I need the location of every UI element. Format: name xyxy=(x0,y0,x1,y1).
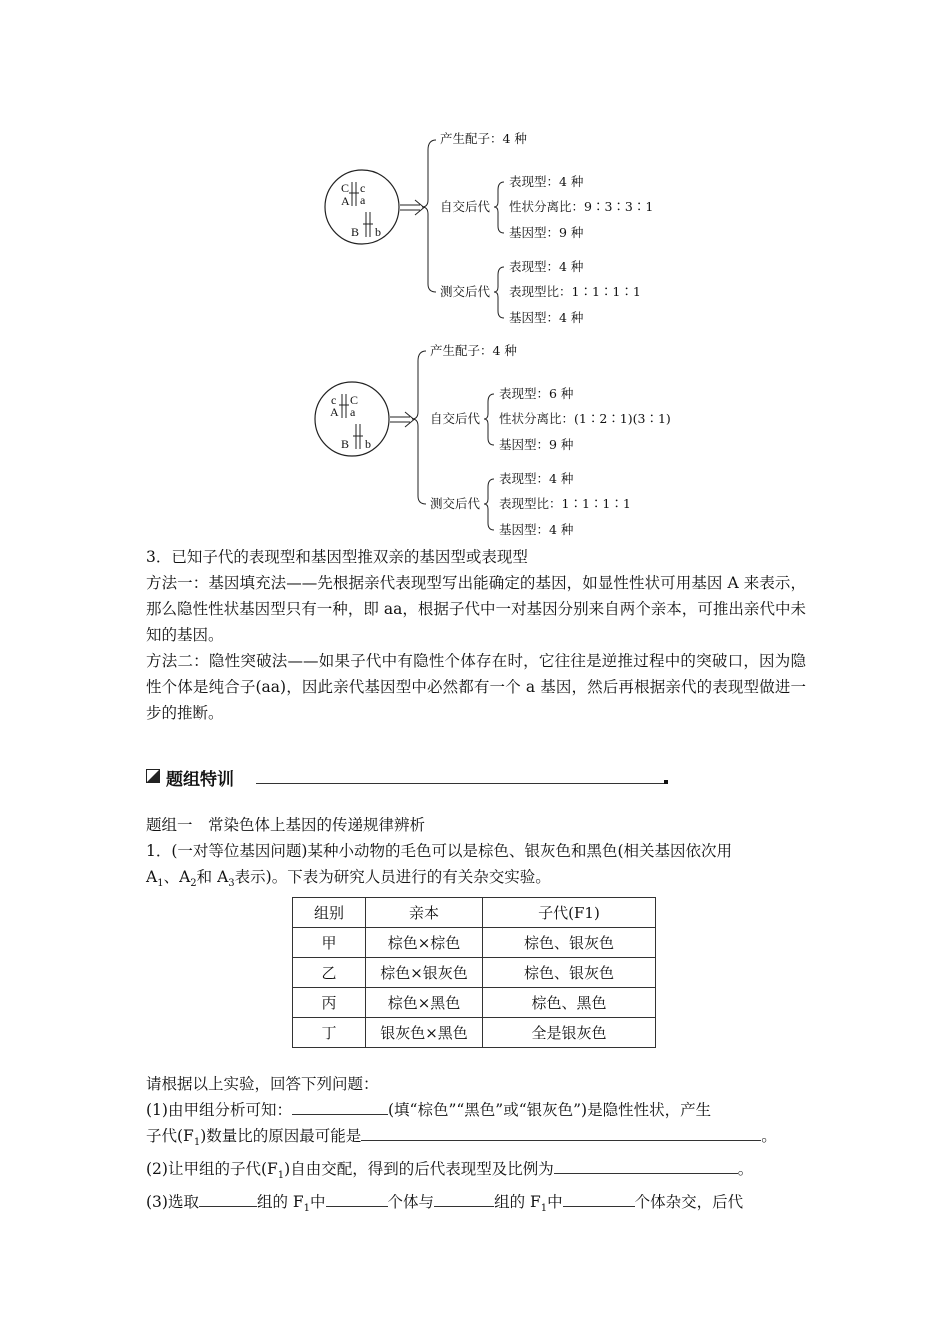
selfing-brace xyxy=(484,394,494,445)
answer-blank[interactable] xyxy=(326,1190,388,1207)
question-text: 中 xyxy=(310,1193,326,1212)
allele-label: a xyxy=(350,405,356,419)
heading-end-dot xyxy=(664,780,668,784)
question-text: )自由交配，得到的后代表现型及比例为 xyxy=(284,1160,554,1179)
test-genotype-label: 基因型：4 种 xyxy=(509,310,584,325)
allele-label: c xyxy=(331,393,337,407)
question-text: 子代(F xyxy=(146,1127,194,1145)
allele-label: b xyxy=(375,225,381,239)
gene-symbol: 和 A xyxy=(196,868,229,886)
subscript: 1 xyxy=(303,1203,311,1215)
question-1-line-1: 1．(一对等位基因问题)某种小动物的毛色可以是棕色、银灰色和黑色(相关基因依次用 xyxy=(146,842,733,860)
section-3 xyxy=(146,544,806,726)
heading-title: 题组特训 xyxy=(166,770,234,790)
subscript: 1 xyxy=(193,1137,201,1149)
question-text: 个体与 xyxy=(387,1193,435,1212)
self-ratio-label: 性状分离比：9∶3∶3∶1 xyxy=(509,199,654,214)
table-cell: 棕色×银灰色 xyxy=(366,958,483,988)
table-cell: 甲 xyxy=(293,928,366,958)
self-genotype-label: 基因型：9 种 xyxy=(509,225,584,240)
table-cell: 棕色×黑色 xyxy=(366,988,483,1018)
table-row xyxy=(293,928,656,958)
table-cell: 丁 xyxy=(293,1018,366,1048)
punctuation: 。 xyxy=(761,1127,777,1145)
main-brace xyxy=(412,351,426,504)
sub-question-1-line-2 xyxy=(146,1123,806,1156)
selfing-label: 自交后代 xyxy=(440,199,491,214)
intro-text: 表示)。下表为研究人员进行的有关杂交实验。 xyxy=(234,868,551,886)
subscript: 1 xyxy=(540,1203,548,1215)
answer-blank[interactable] xyxy=(554,1157,738,1174)
question-text: (填“棕色”“黑色”或“银灰色”)是隐性性状，产生 xyxy=(387,1101,712,1119)
question-text: 组的 F xyxy=(256,1193,304,1212)
table-header-cell: 子代(F1) xyxy=(483,898,656,928)
question-text: 个体杂交，后代 xyxy=(634,1193,744,1212)
table-header-cell: 组别 xyxy=(293,898,366,928)
allele-label: A xyxy=(341,194,350,208)
allele-label: a xyxy=(360,193,366,207)
table-cell: 棕色、黑色 xyxy=(483,988,656,1018)
test-ratio-label: 表现型比：1∶1∶1∶1 xyxy=(499,496,631,511)
question-text: 组的 F xyxy=(494,1193,541,1212)
testcross-label: 测交后代 xyxy=(430,496,481,511)
testcross-label: 测交后代 xyxy=(440,284,491,299)
question-text: (2)让甲组的子代(F xyxy=(146,1160,278,1179)
table-cell: 棕色×棕色 xyxy=(366,928,483,958)
allele-label: C xyxy=(350,393,359,407)
question-text: (1)由甲组分析可知： xyxy=(146,1101,292,1119)
table-cell: 棕色、银灰色 xyxy=(483,958,656,988)
section-3-title: 3．已知子代的表现型和基因型推双亲的基因型或表现型 xyxy=(146,548,528,566)
table-row xyxy=(293,958,656,988)
allele-label: B xyxy=(341,437,350,451)
table-row xyxy=(293,1018,656,1048)
table-header-row xyxy=(293,898,656,928)
answer-blank[interactable] xyxy=(199,1190,257,1207)
table-cell: 银灰色×黑色 xyxy=(366,1018,483,1048)
cross-experiment-table xyxy=(292,897,656,1048)
table-row xyxy=(293,988,656,1018)
answer-blank[interactable] xyxy=(361,1124,761,1141)
test-phenotype-label: 表现型：4 种 xyxy=(509,259,584,274)
punctuation: 。 xyxy=(737,1160,754,1179)
gene-symbol: 、A xyxy=(163,868,191,886)
answer-blank[interactable] xyxy=(434,1190,494,1207)
method-2-paragraph: 方法二：隐性突破法——如果子代中有隐性个体存在时，它往往是逆推过程中的突破口，因为隐性个体是纯合子(aa)，因此亲代基因型中必然都有一个 a 基因，然后再根据亲代的表现型做进一步的推断。 xyxy=(146,652,806,722)
subscript: 1 xyxy=(157,878,164,890)
question-text: (3)选取 xyxy=(146,1193,199,1212)
table-cell: 棕色、银灰色 xyxy=(483,928,656,958)
question-1-parts xyxy=(146,1071,806,1222)
subscript: 3 xyxy=(228,878,235,890)
allele-label: A xyxy=(330,405,339,419)
subscript: 2 xyxy=(190,878,197,890)
sub-question-2 xyxy=(146,1156,806,1189)
selfing-label: 自交后代 xyxy=(430,411,481,426)
answer-prompt: 请根据以上实验，回答下列问题： xyxy=(146,1075,379,1093)
main-brace xyxy=(422,140,436,292)
selfing-brace xyxy=(494,182,504,233)
testcross-brace xyxy=(484,479,494,530)
heading-rule xyxy=(256,783,666,784)
self-phenotype-label: 表现型：4 种 xyxy=(509,174,584,189)
self-genotype-label: 基因型：9 种 xyxy=(499,437,574,452)
question-1-intro xyxy=(146,812,806,897)
question-text: 中 xyxy=(547,1193,563,1212)
gene-symbol: A xyxy=(146,868,158,886)
table-cell: 乙 xyxy=(293,958,366,988)
group-title: 题组一 常染色体上基因的传递规律辨析 xyxy=(146,816,426,834)
gametes-label: 产生配子：4 种 xyxy=(440,131,527,146)
gametes-label: 产生配子：4 种 xyxy=(430,343,517,358)
test-genotype-label: 基因型：4 种 xyxy=(499,522,574,537)
method-1-paragraph: 方法一：基因填充法——先根据亲代表现型写出能确定的基因，如显性性状可用基因 A 来表示，那么隐性性状基因型只有一种，即 aa，根据子代中一对基因分别来自两个亲本，可推出亲代中未知的基因。 xyxy=(146,574,806,644)
answer-blank[interactable] xyxy=(292,1098,388,1115)
question-1-line-2 xyxy=(146,864,806,897)
table-header-cell: 亲本 xyxy=(366,898,483,928)
self-phenotype-label: 表现型：6 种 xyxy=(499,386,574,401)
subscript: 1 xyxy=(277,1170,285,1182)
answer-blank[interactable] xyxy=(563,1190,635,1207)
testcross-brace xyxy=(494,267,504,318)
question-text: )数量比的原因最可能是 xyxy=(200,1127,362,1145)
self-ratio-label: 性状分离比：(1∶2∶1)(3∶1) xyxy=(499,411,671,426)
table-cell: 全是银灰色 xyxy=(483,1018,656,1048)
test-ratio-label: 表现型比：1∶1∶1∶1 xyxy=(509,284,641,299)
allele-label: c xyxy=(360,181,366,195)
allele-label: B xyxy=(351,225,360,239)
test-phenotype-label: 表现型：4 种 xyxy=(499,471,574,486)
diagram-lines xyxy=(0,0,950,560)
sub-question-1-line-1 xyxy=(146,1097,806,1123)
table-cell: 丙 xyxy=(293,988,366,1018)
allele-label: b xyxy=(365,437,371,451)
sub-question-3 xyxy=(146,1189,806,1222)
allele-label: C xyxy=(341,181,350,195)
